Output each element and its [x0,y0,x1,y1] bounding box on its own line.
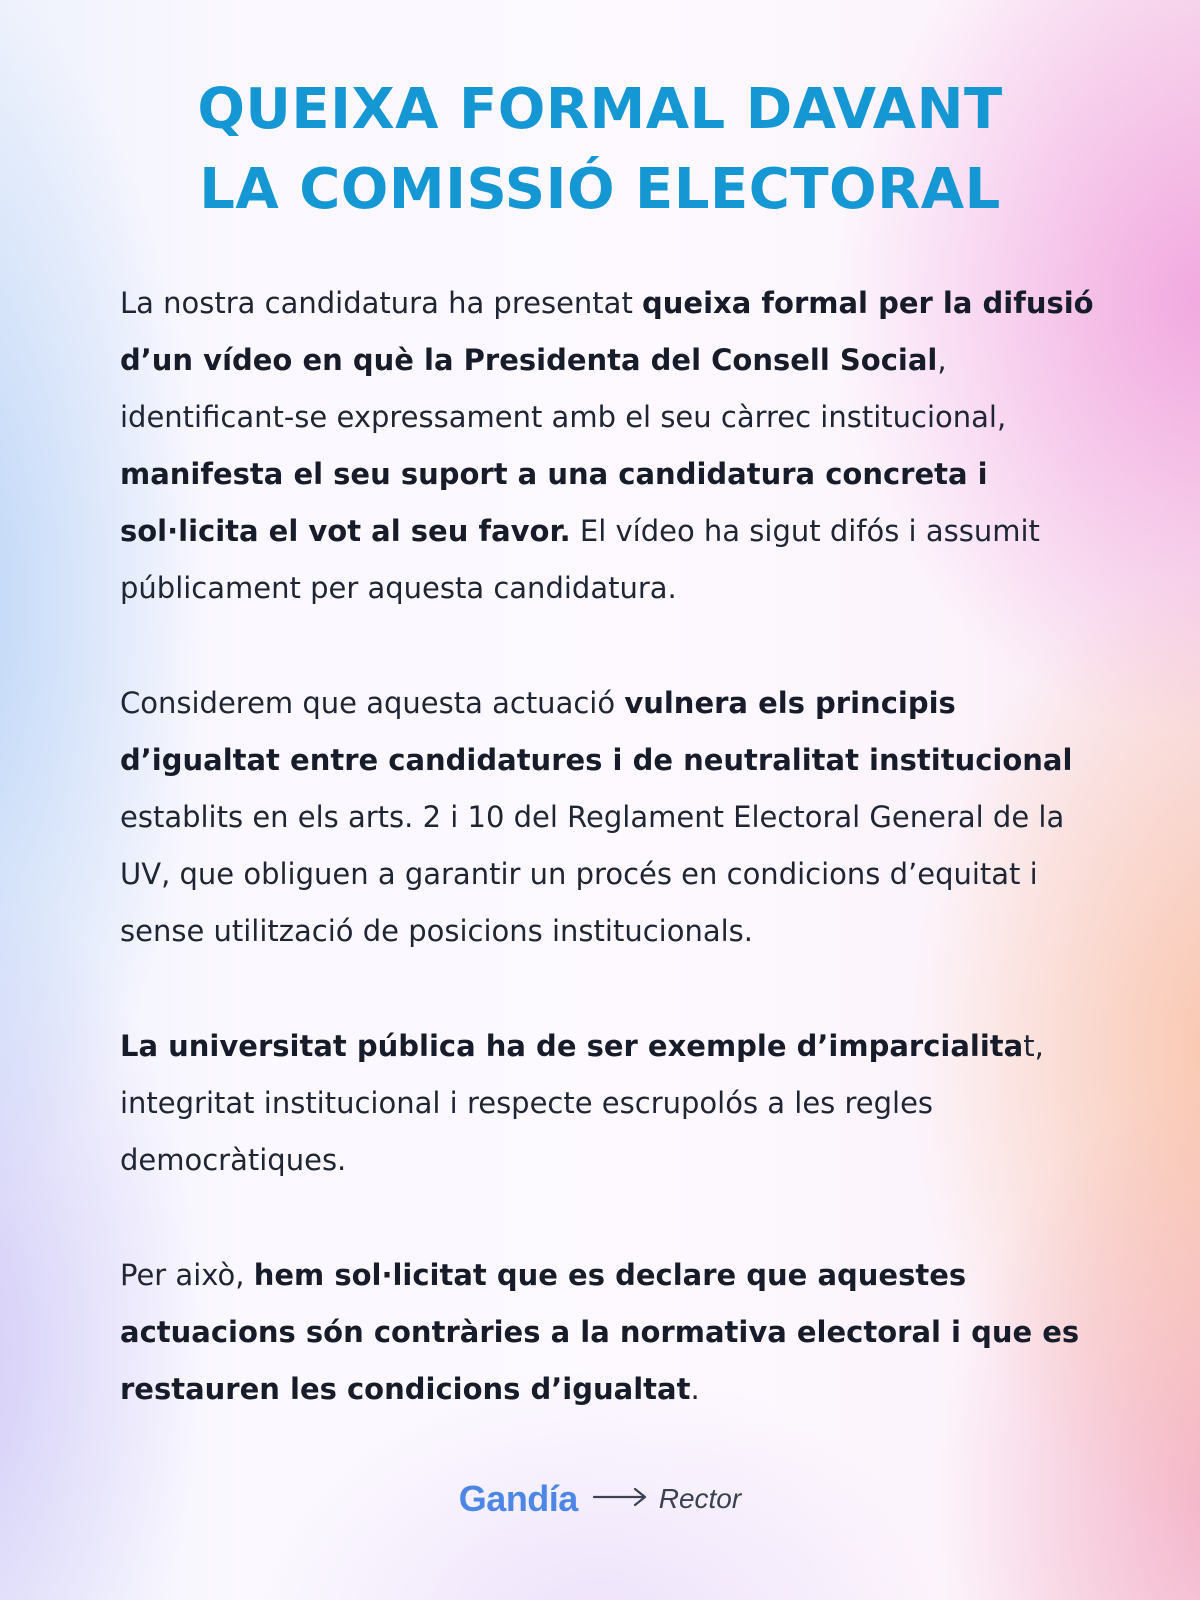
text-segment: t, integritat institucional i respecte escrupolós a les regles democràtiques. [120,1029,1044,1177]
paragraph-violation [120,675,1110,960]
footer-signature [0,1478,1200,1520]
document-body [120,275,1110,1476]
text-segment: El vídeo ha sigut difós i assumit públicament per aquesta candidatura. [120,514,1040,605]
text-segment: , identificant-se expressament amb el seu càrrec institucional, [120,343,1007,434]
paragraph-request [120,1247,1110,1418]
page-title-line-2: LA COMISSIÓ ELECTORAL [199,157,1001,222]
paragraph-complaint [120,275,1110,617]
text-segment-bold: La universitat pública ha de ser exemple d’imparcialita [120,1029,1024,1063]
page-title-line-1: QUEIXA FORMAL DAVANT [197,77,1003,142]
text-segment: Per això, [120,1258,254,1292]
brand-logo-text: Gandía [458,1478,578,1519]
page-title [100,70,1100,230]
text-segment: La nostra candidatura ha presentat [120,286,643,320]
text-segment: . [690,1372,700,1406]
text-segment: establits en els arts. 2 i 10 del Reglament Electoral General de la UV, que obliguen a garantir un procés en condicions d’equitat i sense utilització de posicions institucionals. [120,800,1065,948]
text-segment-bold: queixa formal per la difusió d’un vídeo en què la Presidenta del Consell Social [120,286,1094,377]
text-segment-bold: vulnera els principis d’igualtat entre candidatures i de neutralitat institucional [120,686,1073,777]
text-segment: Considerem que aquesta actuació [120,686,625,720]
long-right-arrow-icon [592,1486,648,1513]
text-segment-bold: hem sol·licitat que es declare que aquestes actuacions són contràries a la normativa electoral i que es restauren les condicions d’igualtat [120,1258,1080,1406]
text-segment-bold: manifesta el seu suport a una candidatura concreta i sol·licita el vot al seu favor. [120,457,988,548]
role-label: Rector [658,1483,742,1514]
paragraph-university [120,1018,1110,1189]
